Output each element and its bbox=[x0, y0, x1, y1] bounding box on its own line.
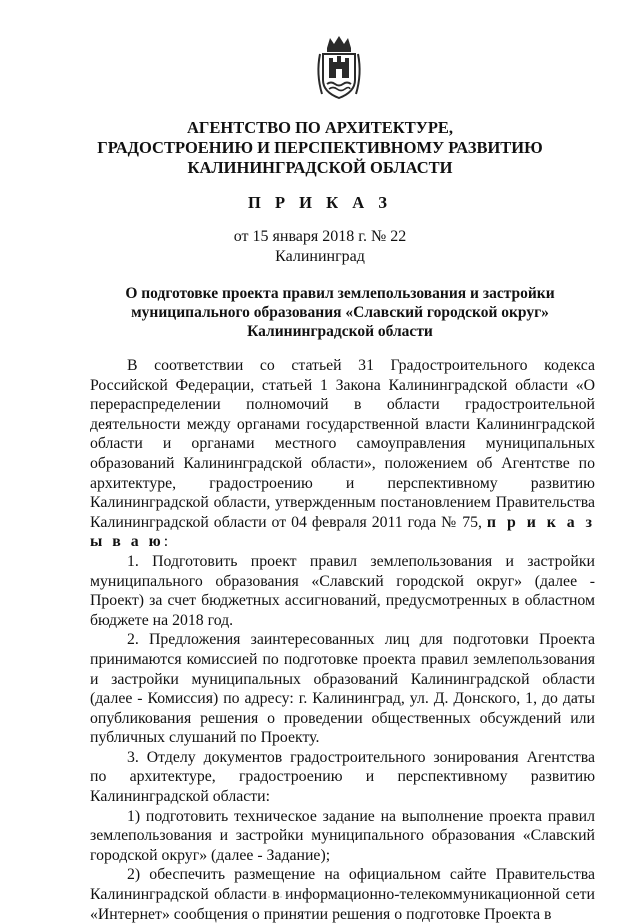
date-and-number: от 15 января 2018 г. № 22 bbox=[233, 228, 407, 245]
agency-line: ГРАДОСТРОЕНИЮ И ПЕРСПЕКТИВНОМУ РАЗВИТИЮ bbox=[97, 138, 543, 157]
agency-name bbox=[0, 118, 640, 178]
document-type: П Р И К А З bbox=[248, 193, 392, 212]
subject-line: О подготовке проекта правил землепользования и застройки bbox=[125, 285, 555, 302]
preamble-paragraph bbox=[90, 356, 595, 552]
order-item-3: 3. Отделу документов градостроительного зонирования Агентства по архитектуре, градостроению и перспективному развитию Калининградской области: bbox=[90, 748, 595, 806]
subject-line: муниципального образования «Славский городской округ» bbox=[131, 304, 549, 321]
preamble-text: В соответствии со статьей 31 Градостроительного кодекса Российской Федерации, статьей 1 Закона Калининградской области «О перераспределении полномочий в области градостроительной деятельности между органами государственной власти Калининградской области и органами местного самоуправления муниципальных образований Калининградской области», положением об Агентстве по архитектуре, градостроению и перспективному развитию Калининградской области, утвержденным постановлением Правительства Калининградской области от 04 февраля 2011 года № 75, bbox=[90, 357, 595, 531]
agency-line: КАЛИНИНГРАДСКОЙ ОБЛАСТИ bbox=[187, 158, 453, 177]
order-item-1: 1. Подготовить проект правил землепользования и застройки муниципального образования «Славский городской округ» (далее - Проект) за счет бюджетных ассигнований, предусмотренных в областном бюджете на 2018 год. bbox=[90, 552, 595, 629]
order-item-2: 2. Предложения заинтересованных лиц для подготовки Проекта принимаются комиссией по подготовке проекта правил землепользования и застройки муниципальных образований Калининградской области (далее - Комиссия) по адресу: г. Калининград, ул. Д. Донского, 1, до даты опубликования решения о проведении общественных обсуждений или публичных слушаний по Проекту. bbox=[90, 631, 595, 747]
scan-artifact bbox=[262, 896, 342, 898]
order-subitem-3-1: 1) подготовить техническое задание на выполнение проекта правил землепользования и застройки муниципального образования «Славский городской округ» (далее - Задание); bbox=[90, 807, 595, 864]
document-subject bbox=[110, 284, 570, 341]
agency-line: АГЕНТСТВО ПО АРХИТЕКТУРЕ, bbox=[186, 118, 454, 137]
order-word: п р и к а з ы в а ю bbox=[90, 513, 595, 551]
order-subitem-3-2: 2) обеспечить размещение на официальном сайте Правительства Калининградской области в информационно-телекоммуникационной сети «Интернет» сообщения о принятии решения о подготовке Проекта в bbox=[90, 866, 595, 923]
document-body bbox=[90, 356, 595, 924]
subject-line: Калининградской области bbox=[247, 323, 433, 340]
order-colon: : bbox=[163, 533, 169, 551]
city: Калининград bbox=[275, 248, 365, 265]
coat-of-arms-icon bbox=[314, 34, 364, 100]
document-meta bbox=[0, 227, 640, 267]
